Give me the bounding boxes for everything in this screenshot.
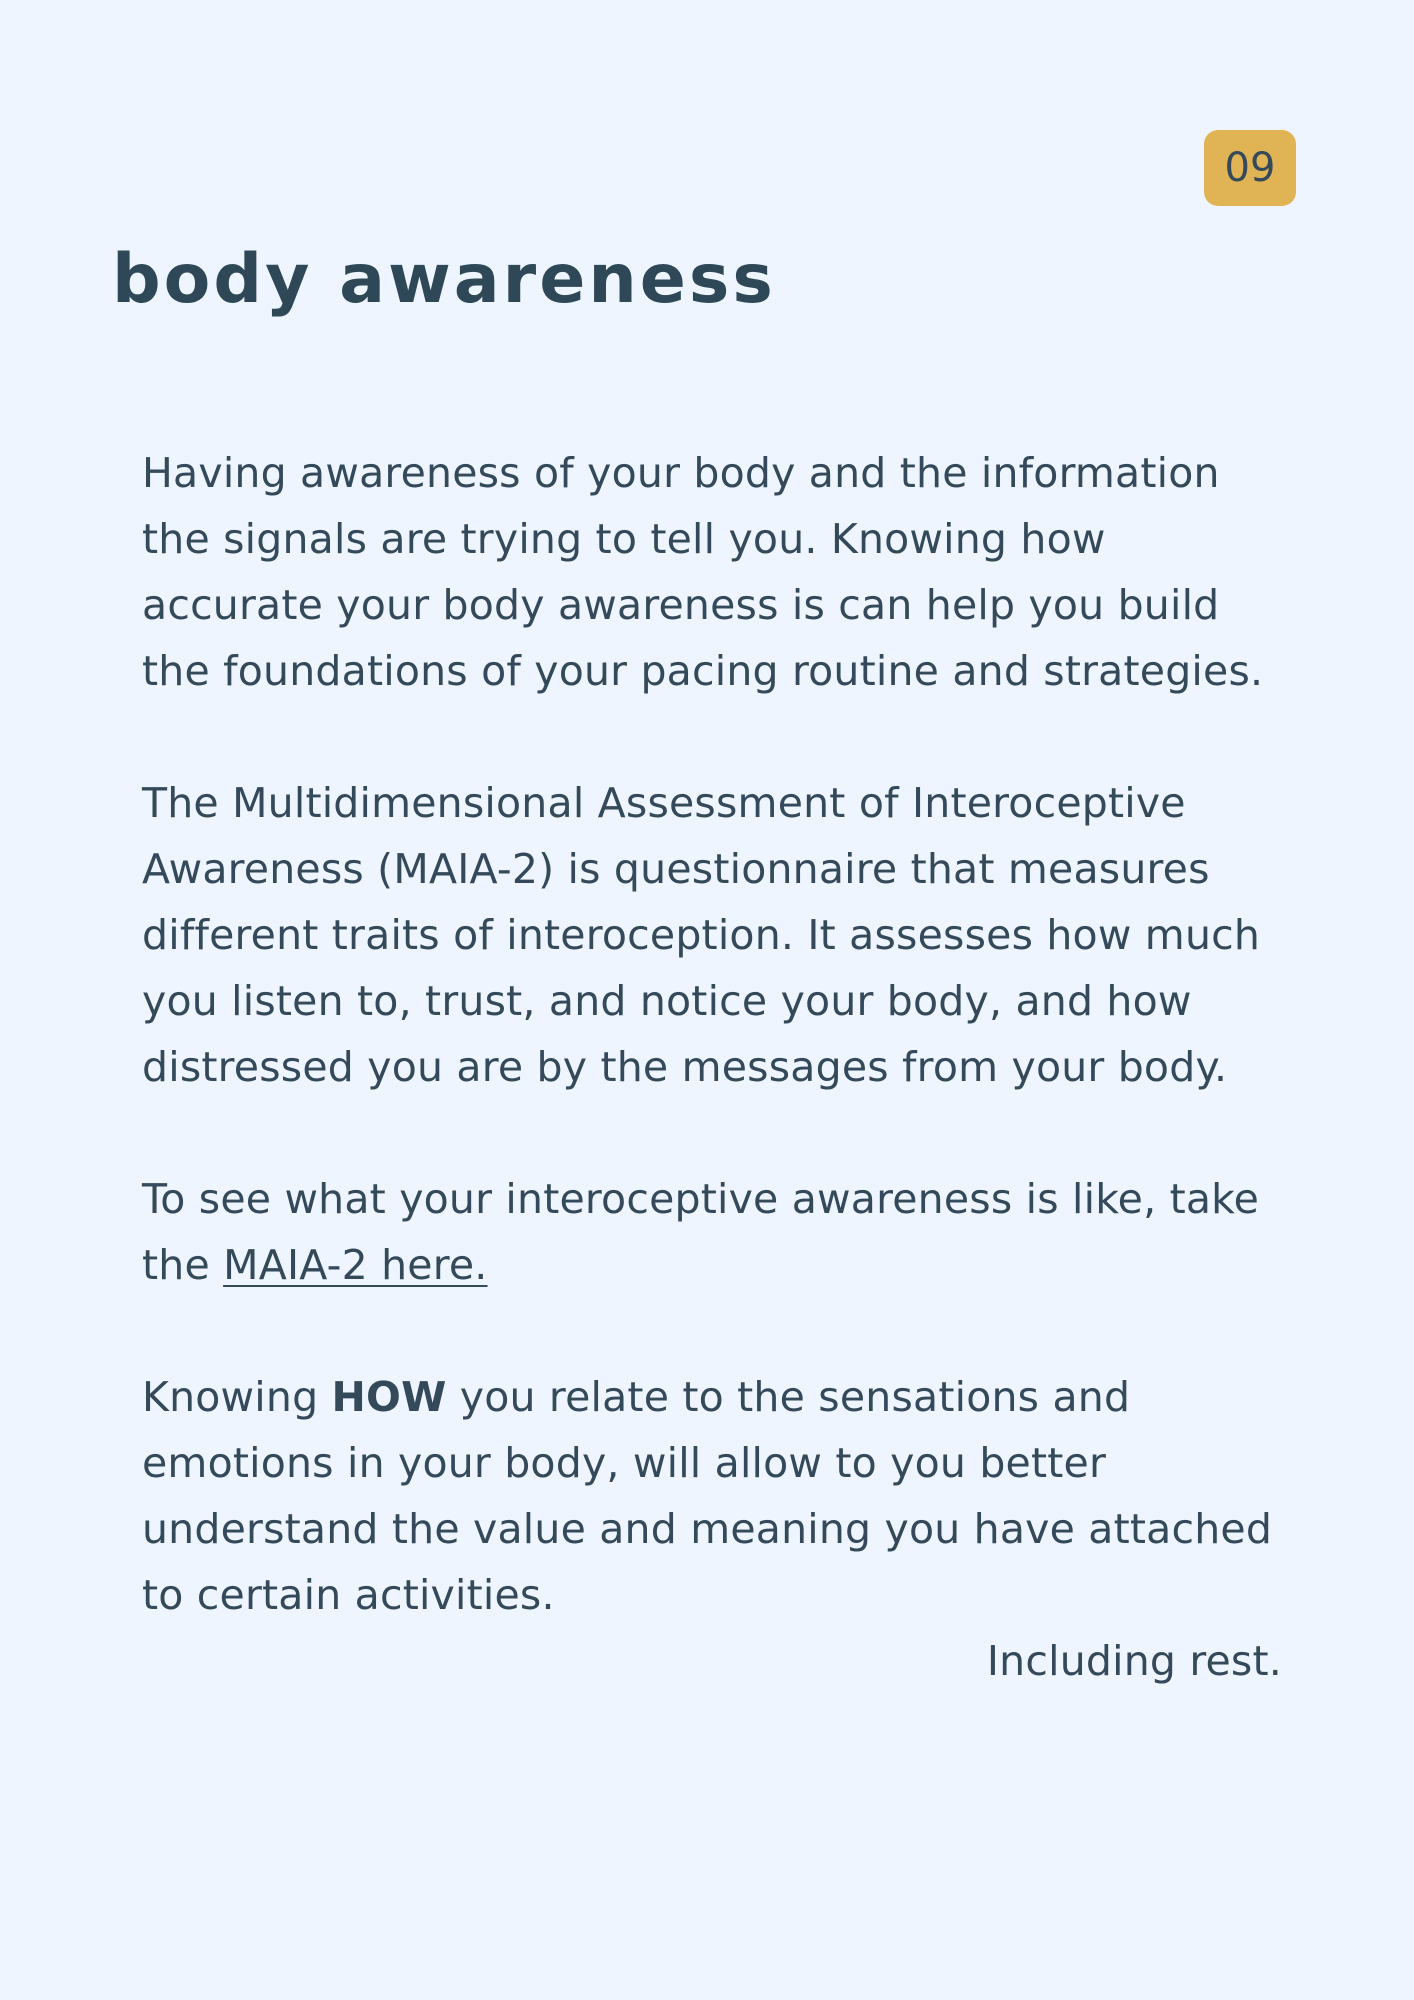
paragraph-how (142, 1364, 1282, 1628)
emphasis-how: HOW (331, 1373, 447, 1421)
paragraph-how-start: Knowing (142, 1373, 332, 1421)
page-number-badge: 09 (1204, 130, 1296, 206)
paragraph-maia-link (142, 1166, 1282, 1298)
paragraph-maia-description: The Multidimensional Assessment of Interoceptive Awareness (MAIA-2) is questionnaire that measures different traits of interoception. It assesses how much you listen to, trust, and notice your body, and how distressed you are by the messages from your body. (142, 779, 1261, 1091)
closing-line: Including rest. (986, 1637, 1282, 1685)
paragraph-intro: Having awareness of your body and the information the signals are trying to tell you. Knowing how accurate your body awareness is can help you build the foundations of your pacing routine and strategies. (142, 449, 1264, 695)
paragraph-maia-link-text: To see what your interoceptive awareness is like, take the (142, 1175, 1260, 1289)
maia-2-link[interactable]: MAIA-2 here. (223, 1241, 488, 1289)
page-title: body awareness (112, 240, 776, 319)
paragraph-how-rest: you relate to the sensations and emotions in your body, will allow to you better understand the value and meaning you have attached to certain activities. (142, 1373, 1273, 1619)
body-text (142, 440, 1282, 1760)
